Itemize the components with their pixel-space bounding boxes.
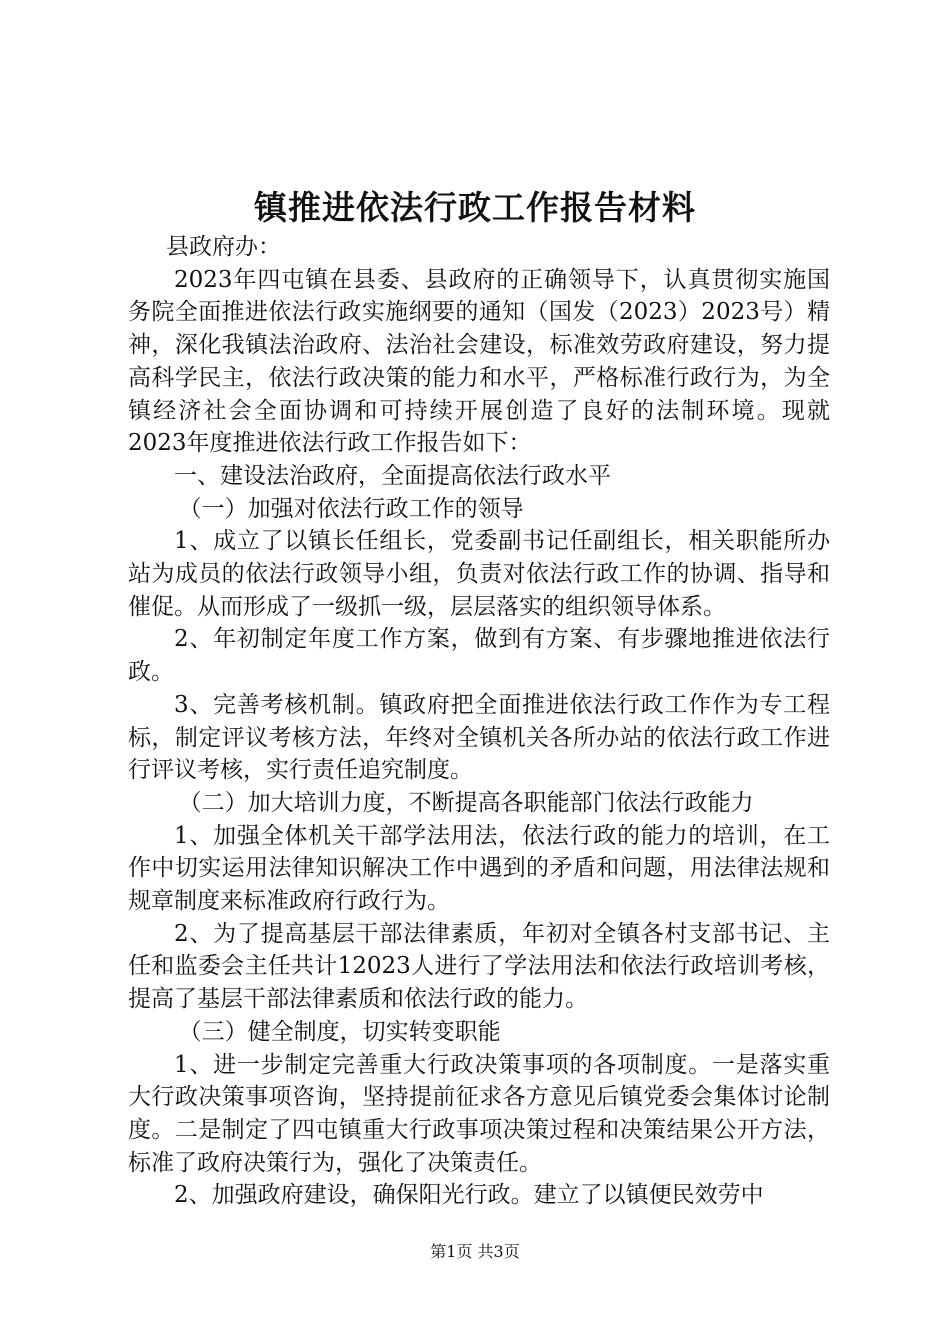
subsection-heading-1: （一）加强对依法行政工作的领导 xyxy=(178,495,524,522)
paragraph: 1、成立了以镇长任组长，党委副书记任副组长，相关职能所办站为成员的依法行政领导小组，负责对依法行政工作的协调、指导和催促。从而形成了一级抓一级，层层落实的组织领导体系。 xyxy=(128,528,830,620)
paragraph: 3、完善考核机制。镇政府把全面推进依法行政工作作为专工程标，制定评议考核方法，年终对全镇机关各所办站的依法行政工作进行评议考核，实行责任追究制度。 xyxy=(128,691,830,784)
paragraph: 2、加强政府建设，确保阳光行政。建立了以镇便民效劳中 xyxy=(174,1182,764,1209)
paragraph-intro: 2023年四屯镇在县委、县政府的正确领导下，认真贯彻实施国务院全面推进依法行政实施纲要的通知（国发（2023）2023号）精神，深化我镇法治政府、法治社会建设，标准效劳政府建设，努力提高科学民主，依法行政决策的能力和水平，严格标准行政行为，为全镇经济社会全面协调和可持续开展创造了良好的法制环境。现就2023年度推进依法行政工作报告如下： xyxy=(128,266,830,457)
section-heading-1: 一、建设法治政府，全面提高依法行政水平 xyxy=(174,462,611,489)
subsection-heading-3: （三）健全制度，切实转变职能 xyxy=(178,1018,501,1045)
paragraph: 2、年初制定年度工作方案，做到有方案、有步骤地推进依法行政。 xyxy=(128,626,830,686)
paragraph: 2、为了提高基层干部法律素质，年初对全镇各村支部书记、主任和监委会主任共计12023人进行了学法用法和依法行政培训考核，提高了基层干部法律素质和依法行政的能力。 xyxy=(128,920,830,1013)
salutation: 县政府办： xyxy=(165,234,281,260)
page-number: 第1页 共3页 xyxy=(430,1242,520,1261)
document-body xyxy=(128,231,830,1212)
paragraph: 1、加强全体机关干部学法用法，依法行政的能力的培训，在工作中切实运用法律知识解决工作中遇到的矛盾和问题，用法律法规和规章制度来标准政府行政行为。 xyxy=(128,822,830,915)
subsection-heading-2: （二）加大培训力度，不断提高各职能部门依法行政能力 xyxy=(178,789,754,816)
paragraph: 1、进一步制定完善重大行政决策事项的各项制度。一是落实重大行政决策事项咨询，坚持提前征求各方意见后镇党委会集体讨论制度。二是制定了四屯镇重大行政事项决策过程和决策结果公开方法，标准了政府决策行为，强化了决策责任。 xyxy=(128,1051,830,1176)
document-title: 镇推进依法行政工作报告材料 xyxy=(254,188,696,227)
